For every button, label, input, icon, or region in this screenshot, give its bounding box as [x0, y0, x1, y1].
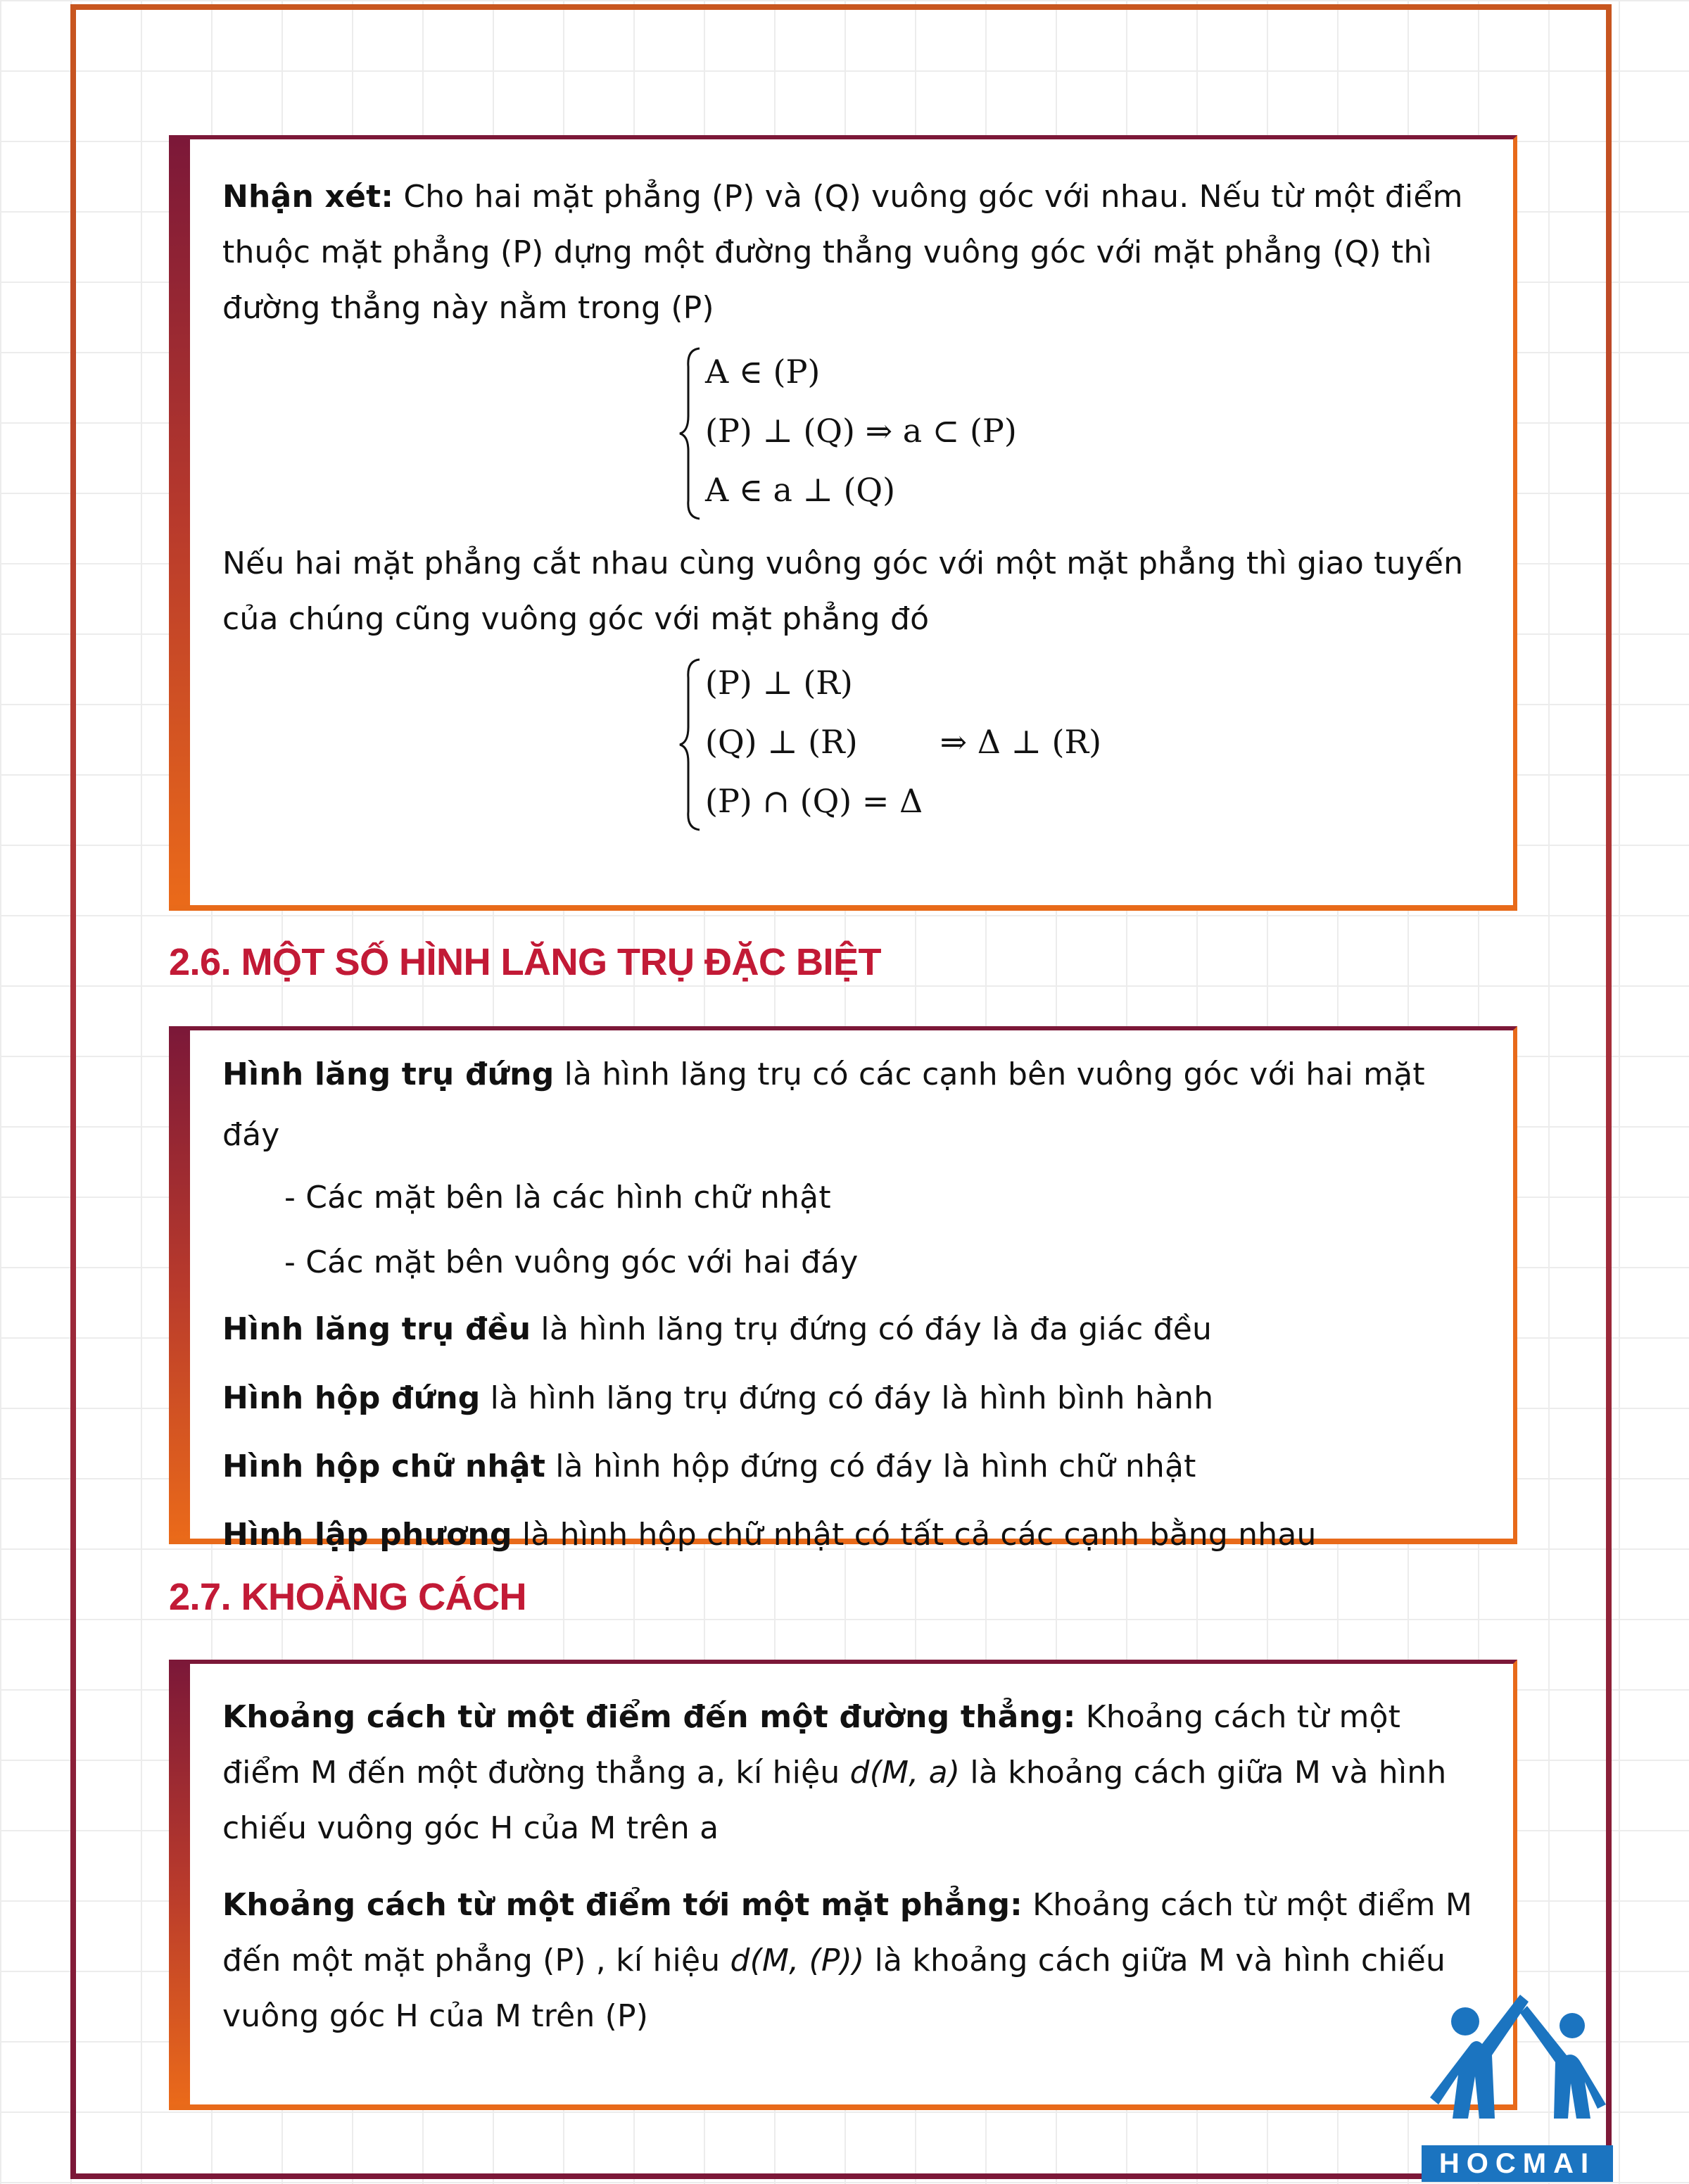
cuboid-text: là hình hộp đứng có đáy là hình chữ nhật	[545, 1448, 1196, 1484]
right-box-definition	[222, 1364, 1485, 1432]
point-to-plane-symbol: d(M, (P))	[730, 1943, 865, 1978]
system1-line3: A ∈ a ⊥ (Q)	[705, 471, 896, 509]
right-box-text: là hình lăng trụ đứng có đáy là hình bình hành	[480, 1380, 1214, 1416]
hocmai-wordmark: HOCMAI	[1422, 2145, 1613, 2182]
point-to-plane-distance	[222, 1877, 1485, 2044]
regular-prism-definition	[222, 1295, 1485, 1364]
system2-line2: (Q) ⊥ (R) ⇒ Δ ⊥ (R)	[705, 723, 1102, 761]
special-prisms-card	[169, 1026, 1517, 1553]
point-to-line-symbol: d(M, a)	[849, 1755, 961, 1791]
section-heading-2-6: 2.6. MỘT SỐ HÌNH LĂNG TRỤ ĐẶC BIỆT	[169, 941, 882, 983]
cube-definition	[222, 1501, 1485, 1569]
left-brace	[677, 657, 705, 833]
point-to-line-term: Khoảng cách từ một điểm đến một đường thẳng:	[222, 1699, 1076, 1735]
distance-card	[169, 1660, 1517, 2110]
bullet-rectangles: - Các mặt bên là các hình chữ nhật	[284, 1180, 831, 1216]
system1-line1: A ∈ (P)	[705, 353, 821, 391]
point-to-line-distance	[222, 1689, 1485, 1856]
right-box-term: Hình hộp đứng	[222, 1380, 481, 1416]
section-heading-2-7: 2.7. KHOẢNG CÁCH	[169, 1576, 527, 1618]
point-to-line-text-b: là khoảng cách giữa M và hình chiếu vuông góc H của M trên a	[222, 1755, 1447, 1846]
cube-text: là hình hộp chữ nhật có tất cả các cạnh bằng nhau	[512, 1517, 1317, 1553]
remark-card	[169, 135, 1517, 911]
regular-prism-text: là hình lăng trụ đứng có đáy là đa giác đều	[531, 1311, 1213, 1347]
system2-line1: (P) ⊥ (R)	[705, 664, 853, 702]
bullet-perpendicular: - Các mặt bên vuông góc với hai đáy	[284, 1244, 859, 1280]
system2-line3: (P) ∩ (Q) = Δ	[705, 782, 923, 820]
right-prism-text: là hình lăng trụ có các cạnh bên vuông góc với hai mặt đáy	[222, 1056, 1425, 1153]
cuboid-term: Hình hộp chữ nhật	[222, 1448, 546, 1484]
remark-label: Nhận xét:	[222, 179, 394, 215]
perpendicular-system-2	[677, 657, 1485, 833]
hocmai-logo	[1422, 1985, 1619, 2182]
perpendicular-system-1	[677, 346, 1485, 522]
point-to-plane-text-a: Khoảng cách từ một điểm M đến một mặt phẳng (P) , kí hiệu	[222, 1887, 1472, 1978]
left-brace	[677, 346, 705, 522]
remark-text: Cho hai mặt phẳng (P) và (Q) vuông góc với nhau. Nếu từ một điểm thuộc mặt phẳng (P) dựng một đường thẳng vuông góc với mặt phẳng (Q) thì đường thẳng này nằm trong (P)	[222, 179, 1463, 326]
cube-term: Hình lập phương	[222, 1517, 512, 1553]
remark-paragraph	[222, 169, 1485, 336]
system1-line2: (P) ⊥ (Q) ⇒ a ⊂ (P)	[705, 412, 1017, 450]
point-to-line-text-a: Khoảng cách từ một điểm M đến một đường thẳng a, kí hiệu	[222, 1699, 1401, 1791]
right-prism-term: Hình lăng trụ đứng	[222, 1056, 555, 1092]
intersection-paragraph: Nếu hai mặt phẳng cắt nhau cùng vuông góc với một mặt phẳng thì giao tuyến của chúng cũng vuông góc với mặt phẳng đó	[222, 545, 1464, 637]
point-to-plane-term: Khoảng cách từ một điểm tới một mặt phẳng:	[222, 1887, 1023, 1923]
cuboid-definition	[222, 1432, 1485, 1501]
point-to-plane-text-b: là khoảng cách giữa M và hình chiếu vuông góc H của M trên (P)	[222, 1943, 1446, 2034]
people-icon	[1422, 1985, 1613, 2145]
right-prism-definition	[222, 1044, 1485, 1166]
regular-prism-term: Hình lăng trụ đều	[222, 1311, 531, 1347]
